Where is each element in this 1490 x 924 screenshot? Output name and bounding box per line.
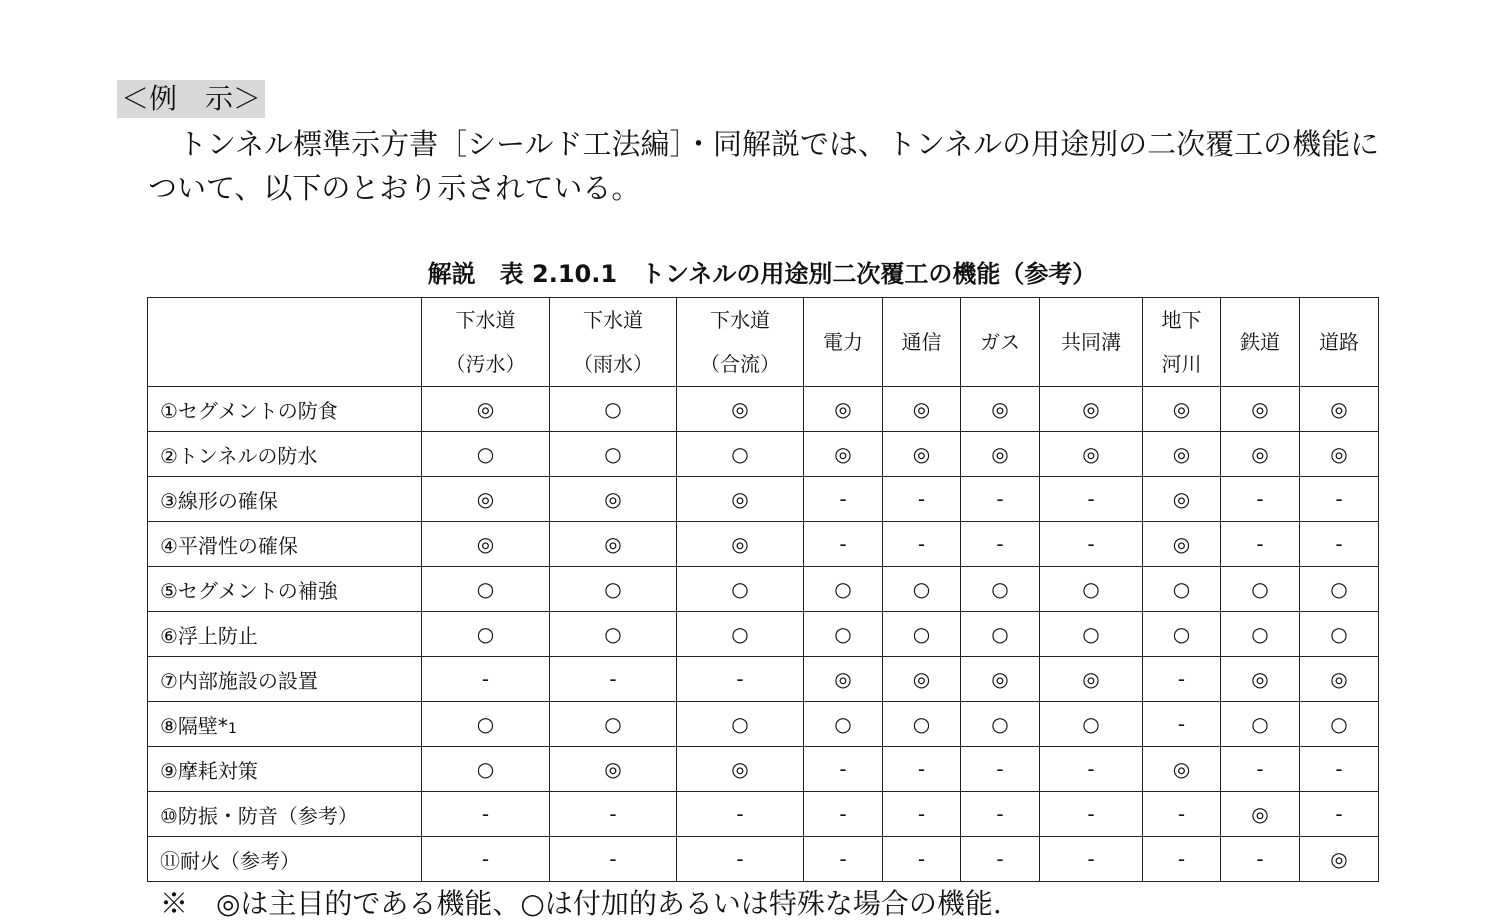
table-cell: ○ xyxy=(677,702,804,747)
table-cell: - xyxy=(550,837,677,882)
table-cell: ◎ xyxy=(804,432,883,477)
function-name-cell: ⑧隔壁*1 xyxy=(148,702,422,747)
table-row xyxy=(148,702,1379,747)
table-cell: ◎ xyxy=(1300,432,1379,477)
table-cell: ◎ xyxy=(961,387,1040,432)
table-cell: ◎ xyxy=(1300,657,1379,702)
table-cell: ◎ xyxy=(1143,387,1221,432)
table-cell: ○ xyxy=(422,432,550,477)
table-cell: - xyxy=(1221,477,1300,522)
corner-cell xyxy=(148,298,422,387)
table-cell: ○ xyxy=(804,612,883,657)
function-name-cell: ①セグメントの防食 xyxy=(148,387,422,432)
table-cell: ○ xyxy=(422,612,550,657)
table-cell: - xyxy=(883,837,961,882)
table-cell: ○ xyxy=(804,702,883,747)
table-cell: ◎ xyxy=(1143,747,1221,792)
table-cell: ◎ xyxy=(961,657,1040,702)
table-cell: ◎ xyxy=(550,522,677,567)
table-cell: ○ xyxy=(422,747,550,792)
table-cell: - xyxy=(883,792,961,837)
table-cell: ◎ xyxy=(1040,657,1143,702)
table-row xyxy=(148,567,1379,612)
table-cell: - xyxy=(1040,792,1143,837)
table-cell: ◎ xyxy=(804,657,883,702)
table-cell: ◎ xyxy=(883,432,961,477)
table-cell: ○ xyxy=(1040,567,1143,612)
table-row xyxy=(148,522,1379,567)
table-cell: - xyxy=(1221,837,1300,882)
table-row xyxy=(148,612,1379,657)
table-cell: ○ xyxy=(677,432,804,477)
table-cell: ○ xyxy=(422,567,550,612)
function-name-cell: ④平滑性の確保 xyxy=(148,522,422,567)
column-header: 共同溝 xyxy=(1040,298,1143,387)
table-cell: ○ xyxy=(1143,567,1221,612)
table-cell: ○ xyxy=(550,567,677,612)
table-cell: ◎ xyxy=(677,747,804,792)
table-cell: - xyxy=(677,657,804,702)
table-cell: ○ xyxy=(1221,702,1300,747)
footnote-marker: 1 xyxy=(227,720,237,737)
table-cell: ◎ xyxy=(1221,657,1300,702)
table-cell: ○ xyxy=(1300,702,1379,747)
table-cell: - xyxy=(804,522,883,567)
table-cell: ◎ xyxy=(550,747,677,792)
table-cell: - xyxy=(1040,837,1143,882)
table-cell: - xyxy=(804,792,883,837)
column-header: 鉄道 xyxy=(1221,298,1300,387)
table-cell: ◎ xyxy=(804,387,883,432)
table-cell: ◎ xyxy=(1040,387,1143,432)
table-row xyxy=(148,387,1379,432)
table-cell: ○ xyxy=(961,702,1040,747)
table-cell: - xyxy=(1040,747,1143,792)
table-cell: ◎ xyxy=(550,477,677,522)
table-row xyxy=(148,477,1379,522)
table-row xyxy=(148,432,1379,477)
header-row xyxy=(148,298,1379,387)
function-name-cell: ②トンネルの防水 xyxy=(148,432,422,477)
table-cell: ◎ xyxy=(1300,837,1379,882)
function-name-cell: ⑥浮上防止 xyxy=(148,612,422,657)
table-cell: ◎ xyxy=(1221,792,1300,837)
table-cell: ○ xyxy=(422,702,550,747)
table-cell: ◎ xyxy=(883,387,961,432)
table-cell: ○ xyxy=(677,612,804,657)
column-header: 下水道 （汚水） xyxy=(422,298,550,387)
function-name-cell: ⑤セグメントの補強 xyxy=(148,567,422,612)
table-cell: ◎ xyxy=(422,477,550,522)
column-header: 通信 xyxy=(883,298,961,387)
table-cell: - xyxy=(1143,702,1221,747)
table-cell: ○ xyxy=(1040,702,1143,747)
table-cell: - xyxy=(1143,657,1221,702)
column-header: ガス xyxy=(961,298,1040,387)
table-cell: ○ xyxy=(1300,567,1379,612)
table-cell: - xyxy=(883,747,961,792)
table-cell: ○ xyxy=(1040,612,1143,657)
function-name-cell: ⑪耐火（参考） xyxy=(148,837,422,882)
table-cell: - xyxy=(1300,792,1379,837)
table-cell: - xyxy=(883,477,961,522)
table-cell: - xyxy=(804,477,883,522)
table-cell: - xyxy=(1221,522,1300,567)
table-cell: ◎ xyxy=(883,657,961,702)
table-cell: ○ xyxy=(883,702,961,747)
table-cell: ○ xyxy=(550,387,677,432)
intro-paragraph: トンネル標準示方書［シールド工法編］・同解説では、トンネルの用途別の二次覆工の機能について、以下のとおり示されている。 xyxy=(148,127,1380,205)
table-caption: 解説 表 2.10.1 トンネルの用途別二次覆工の機能（参考） xyxy=(427,260,1097,288)
table-cell: - xyxy=(550,792,677,837)
column-header: 道路 xyxy=(1300,298,1379,387)
table-cell: - xyxy=(961,477,1040,522)
table-cell: - xyxy=(804,747,883,792)
function-name-cell: ⑩防振・防音（参考） xyxy=(148,792,422,837)
section-label: ＜例 示＞ xyxy=(117,80,265,118)
table-cell: - xyxy=(1300,522,1379,567)
column-header: 地下 河川 xyxy=(1143,298,1221,387)
table-cell: ○ xyxy=(1221,567,1300,612)
table-cell: ◎ xyxy=(677,522,804,567)
table-cell: ◎ xyxy=(677,477,804,522)
table-cell: - xyxy=(1143,792,1221,837)
table-cell: - xyxy=(961,837,1040,882)
table-cell: ◎ xyxy=(1040,432,1143,477)
table-cell: ◎ xyxy=(1221,432,1300,477)
table-cell: - xyxy=(804,837,883,882)
function-name-cell: ⑨摩耗対策 xyxy=(148,747,422,792)
table-cell: ○ xyxy=(677,567,804,612)
table-cell: ◎ xyxy=(1143,477,1221,522)
table-cell: ○ xyxy=(1143,612,1221,657)
table-cell: ○ xyxy=(961,612,1040,657)
table-row xyxy=(148,747,1379,792)
table-cell: ◎ xyxy=(677,387,804,432)
table-cell: ◎ xyxy=(422,387,550,432)
table-cell: ◎ xyxy=(1300,387,1379,432)
table-row xyxy=(148,792,1379,837)
table-cell: - xyxy=(1300,747,1379,792)
table-cell: ○ xyxy=(961,567,1040,612)
table-cell: - xyxy=(422,792,550,837)
table-cell: - xyxy=(961,792,1040,837)
table-cell: - xyxy=(961,747,1040,792)
function-name-cell: ③線形の確保 xyxy=(148,477,422,522)
table-cell: - xyxy=(1300,477,1379,522)
table-cell: - xyxy=(550,657,677,702)
table-cell: ○ xyxy=(550,432,677,477)
table-cell: ◎ xyxy=(1143,432,1221,477)
table-body xyxy=(148,387,1379,882)
table-cell: ◎ xyxy=(1143,522,1221,567)
table-cell: - xyxy=(1040,477,1143,522)
table-cell: - xyxy=(422,657,550,702)
table-cell: ○ xyxy=(550,702,677,747)
column-header: 電力 xyxy=(804,298,883,387)
table-cell: - xyxy=(422,837,550,882)
table-cell: ○ xyxy=(550,612,677,657)
table-cell: - xyxy=(1040,522,1143,567)
table-cell: - xyxy=(1221,747,1300,792)
function-name-cell: ⑦内部施設の設置 xyxy=(148,657,422,702)
table-cell: - xyxy=(1143,837,1221,882)
table-cell: - xyxy=(677,837,804,882)
table-cell: ◎ xyxy=(422,522,550,567)
table-cell: ○ xyxy=(883,612,961,657)
table-cell: ○ xyxy=(804,567,883,612)
table-cell: ○ xyxy=(1300,612,1379,657)
table-cell: ○ xyxy=(883,567,961,612)
column-header: 下水道 （合流） xyxy=(677,298,804,387)
table-cell: ◎ xyxy=(1221,387,1300,432)
table-row xyxy=(148,837,1379,882)
table-cell: - xyxy=(677,792,804,837)
table-cell: - xyxy=(883,522,961,567)
table-cell: ○ xyxy=(1221,612,1300,657)
footnote: ※ ◎は主目的である機能、○は付加的あるいは特殊な場合の機能. xyxy=(160,887,1002,920)
table-cell: - xyxy=(961,522,1040,567)
table-row xyxy=(148,657,1379,702)
function-table xyxy=(147,297,1379,882)
table-cell: ◎ xyxy=(961,432,1040,477)
column-header: 下水道 （雨水） xyxy=(550,298,677,387)
